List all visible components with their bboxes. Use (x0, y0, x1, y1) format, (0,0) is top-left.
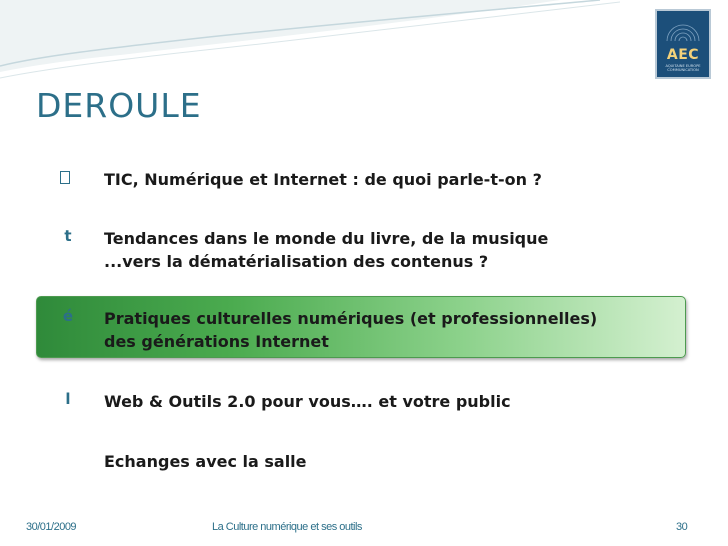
slide-number: 30 (676, 521, 688, 533)
aec-logo (655, 9, 711, 79)
bullet-box-icon (60, 171, 70, 184)
bullet-marker: é (62, 307, 74, 325)
bullet-marker: l (65, 390, 71, 408)
agenda-item-text: Echanges avec la salle (104, 452, 307, 471)
footer-date: 30/01/2009 (26, 521, 77, 533)
agenda-item-text: Pratiques culturelles numériques (et professionnelles) des générations Internet (104, 309, 598, 351)
agenda-item-text: TIC, Numérique et Internet : de quoi parle-t-on ? (104, 170, 542, 189)
logo-acronym: AEC (666, 47, 700, 63)
bullet-marker: t (64, 227, 72, 245)
logo-subtitle: AQUITAINE EUROPE COMMUNICATION (665, 64, 701, 73)
slide-title: DEROULE (36, 86, 202, 125)
footer-title: La Culture numérique et ses outils (212, 521, 362, 533)
agenda-item-text: Tendances dans le monde du livre, de la musique ...vers la dématérialisation des contenus ? (104, 229, 549, 271)
agenda-item-text: Web & Outils 2.0 pour vous…. et votre public (104, 392, 511, 411)
